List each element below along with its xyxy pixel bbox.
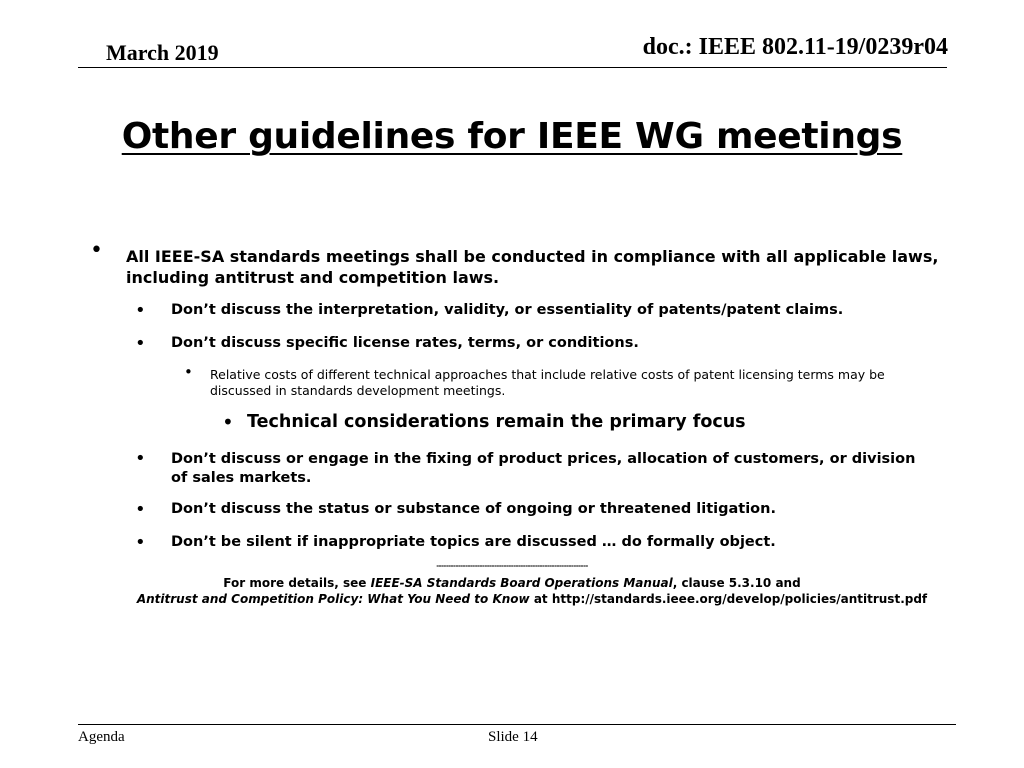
bullet-marker: • xyxy=(90,238,103,263)
bullet-marker: • xyxy=(184,363,193,381)
footer-divider xyxy=(78,724,956,725)
bullet-patents: Don’t discuss the interpretation, validity, or essentiality of patents/patent claims. xyxy=(171,302,844,318)
bullet-license-rates: Don’t discuss specific license rates, terms, or conditions. xyxy=(171,335,639,351)
bullet-object: Don’t be silent if inappropriate topics are discussed … do formally object. xyxy=(171,534,776,550)
more-details-line-2: Antitrust and Competition Policy: What You Need to Know at http://standards.ieee.org/develop/policies/antitrust.pdf xyxy=(136,592,928,606)
bullet-technical-focus: Technical considerations remain the primary focus xyxy=(247,412,746,432)
bullet-marker: • xyxy=(222,410,234,434)
bullet-marker: • xyxy=(135,448,146,469)
manual-title: IEEE-SA Standards Board Operations Manual xyxy=(370,576,673,590)
header-date: March 2019 xyxy=(106,40,219,65)
more-details-line-1: For more details, see IEEE-SA Standards Board Operations Manual, clause 5.3.10 and xyxy=(223,576,801,590)
bullet-marker: • xyxy=(135,499,146,520)
bullet-marker: • xyxy=(135,532,146,553)
bullet-main: All IEEE-SA standards meetings shall be conducted in compliance with all applicable laws, including antitrust and competition laws. xyxy=(126,247,939,287)
bullet-relative-costs: Relative costs of different technical approaches that include relative costs of patent licensing terms may be discussed in standards development meetings. xyxy=(210,367,885,398)
slide-number: Slide 14 xyxy=(488,729,538,745)
bullet-marker: • xyxy=(135,333,146,354)
policy-title: Antitrust and Competition Policy: What You Need to Know xyxy=(136,592,530,606)
separator-line: --------------------------------------------------------------- xyxy=(436,562,588,570)
bullet-pricing: Don’t discuss or engage in the fixing of product prices, allocation of customers, or division of sales markets. xyxy=(171,451,916,486)
bullet-marker: • xyxy=(135,300,146,321)
bullet-litigation: Don’t discuss the status or substance of ongoing or threatened litigation. xyxy=(171,501,776,517)
policy-url: http://standards.ieee.org/develop/policies/antitrust.pdf xyxy=(551,592,928,606)
header-doc-id: doc.: IEEE 802.11-19/0239r04 xyxy=(642,34,948,60)
slide-title: Other guidelines for IEEE WG meetings xyxy=(121,116,903,157)
footer-agenda: Agenda xyxy=(78,729,125,745)
header-divider xyxy=(78,67,947,68)
